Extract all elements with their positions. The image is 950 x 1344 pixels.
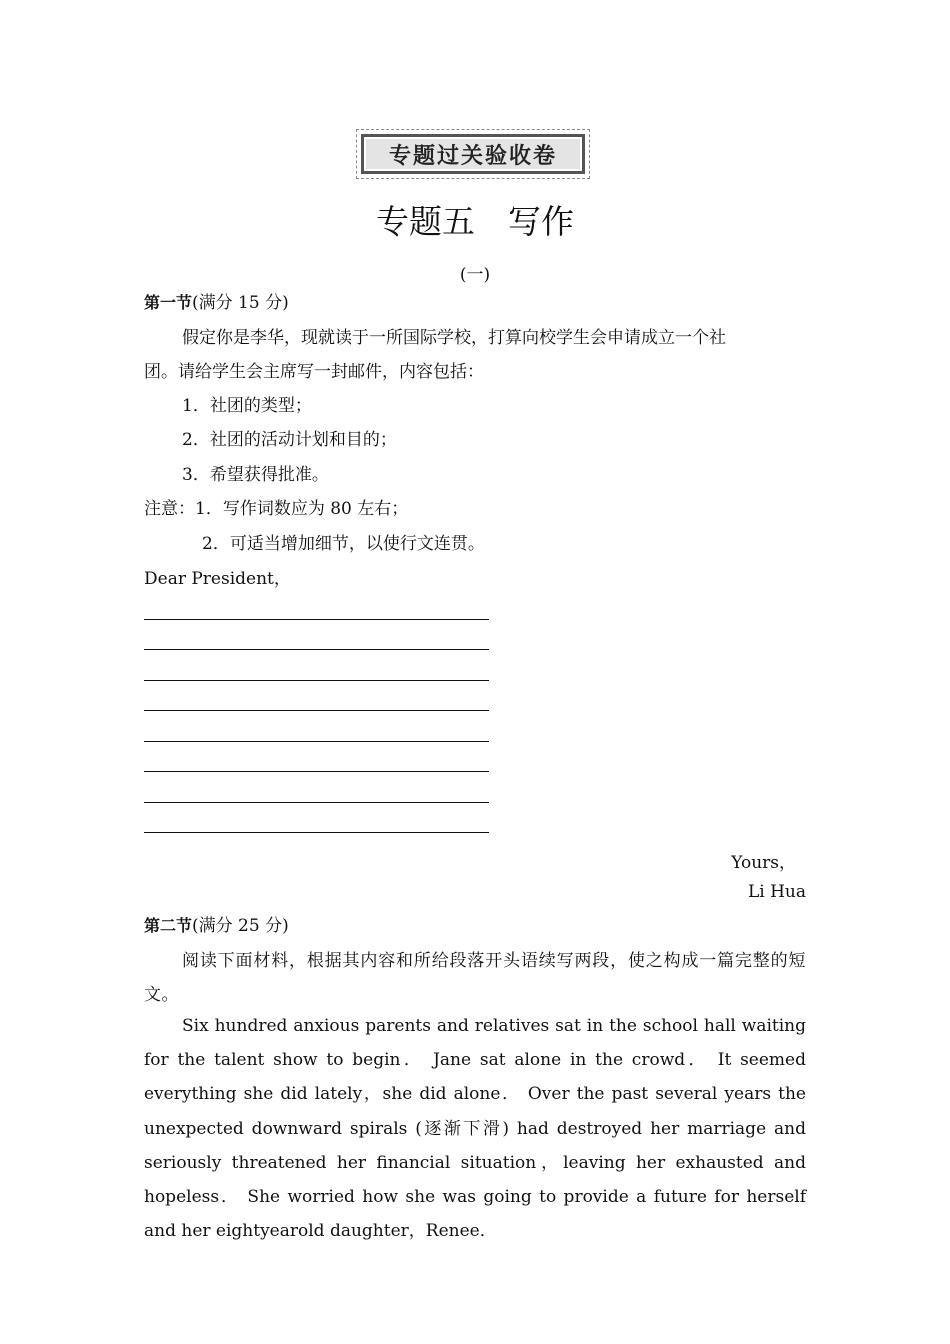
section1-header: [144, 293, 289, 313]
section1-score: (满分 15 分): [192, 293, 289, 313]
writing-line[interactable]: [144, 619, 489, 620]
section1-prompt-line2: 团。请给学生会主席写一封邮件，内容包括：: [144, 362, 484, 382]
writing-line[interactable]: [144, 771, 489, 772]
section1-heading: 第一节: [144, 293, 193, 312]
salutation: Dear President，: [144, 569, 291, 589]
section2-header: [144, 916, 289, 936]
note-1: 注意：1．写作词数应为 80 左右；: [144, 499, 409, 519]
writing-line[interactable]: [144, 680, 489, 681]
content-item-1: 1．社团的类型；: [182, 396, 312, 416]
signature: Li Hua: [747, 882, 806, 902]
exam-badge: 专题过关验收卷: [361, 134, 585, 174]
badge-frame: [356, 129, 590, 179]
writing-line[interactable]: [144, 741, 489, 742]
content-item-2: 2．社团的活动计划和目的；: [182, 430, 397, 450]
writing-line[interactable]: [144, 710, 489, 711]
section2-prompt: 阅读下面材料，根据其内容和所给段落开头语续写两段，使之构成一篇完整的短文。: [144, 951, 806, 1006]
page-subtitle: (一): [459, 265, 491, 285]
page-title: 专题五 写作: [376, 202, 574, 241]
content-item-3: 3．希望获得批准。: [182, 465, 329, 485]
section2-score: (满分 25 分): [192, 916, 289, 936]
closing: Yours，: [731, 853, 796, 873]
writing-line[interactable]: [144, 832, 489, 833]
writing-line[interactable]: [144, 802, 489, 803]
section1-prompt-line1: 假定你是李华，现就读于一所国际学校，打算向校学生会申请成立一个社: [182, 328, 726, 348]
section2-heading: 第二节: [144, 916, 193, 935]
note-2: 2．可适当增加细节，以使行文连贯。: [202, 534, 485, 554]
story-passage: Six hundred anxious parents and relatives sat in the school hall waiting for the talent show to begin． Jane sat alone in the crowd． It seemed everything she did lately，she did alone． Over the past several years the unexpected downward spirals (逐渐下滑) had destroyed her marriage and seriously threatened her financial situation，leaving her exhausted and hopeless． She worried how she was going to provide a future for herself and her eightyearold daughter，Renee．: [144, 1016, 806, 1242]
writing-line[interactable]: [144, 649, 489, 650]
